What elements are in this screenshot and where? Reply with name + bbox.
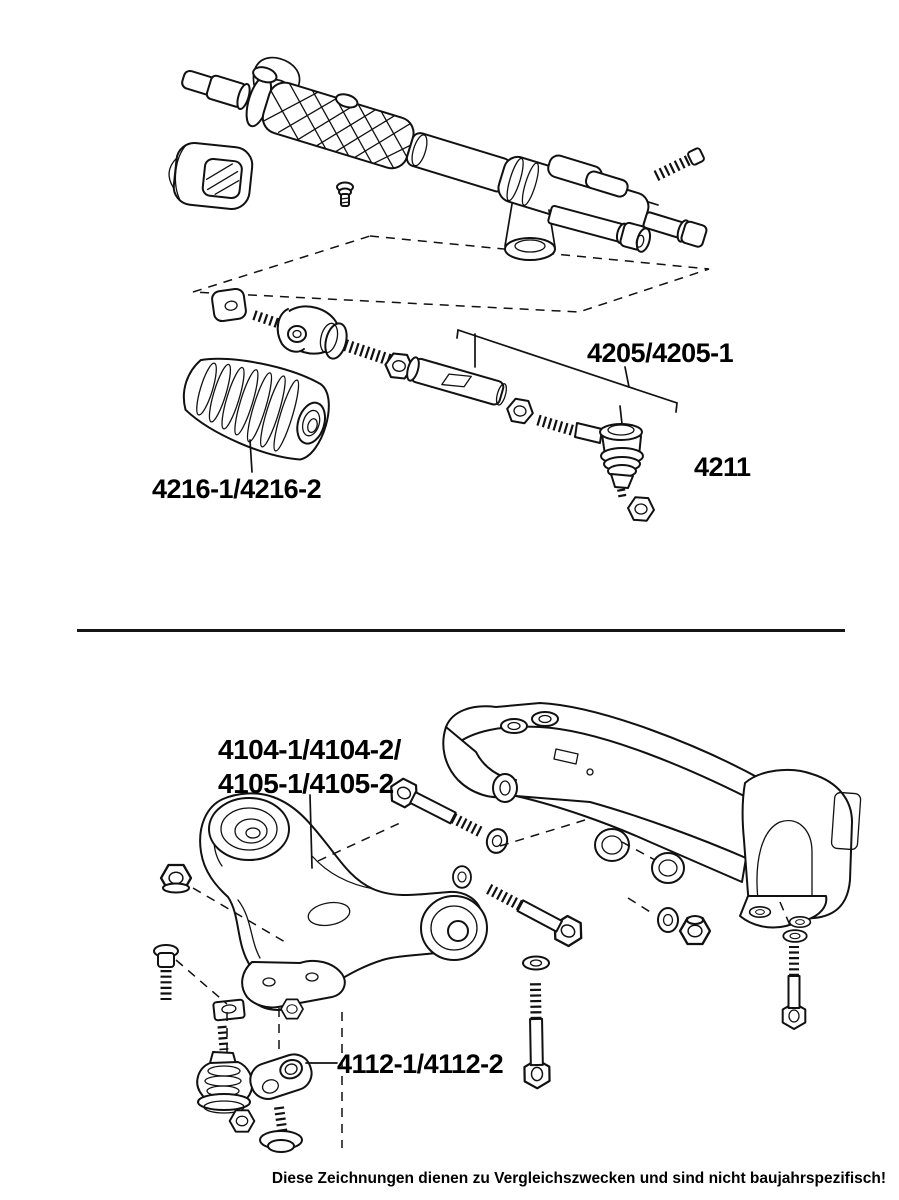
bolt-center-vertical (523, 982, 550, 1089)
steering-rack-boot (173, 343, 338, 467)
ball-joint-bracket-plate (246, 1050, 337, 1103)
washer-mid (453, 866, 471, 888)
bolt-with-washer (260, 1107, 302, 1152)
square-nut (213, 999, 245, 1020)
bolt-small (337, 183, 353, 207)
adjusting-sleeve (405, 356, 509, 407)
washer-center (523, 957, 549, 970)
washer-locknut (658, 908, 678, 932)
lock-nut (680, 916, 710, 944)
lock-plate (211, 288, 247, 322)
washer-front (484, 827, 509, 855)
hex-nut-lower (230, 1110, 255, 1131)
inner-tie-rod (254, 300, 390, 361)
label-steering-boot: 4216-1/4216-2 (152, 474, 322, 504)
hex-nut-outer (505, 398, 535, 425)
bolt-right-vertical (783, 946, 806, 1029)
steering-coupler-bushing (166, 141, 254, 211)
washer-right (783, 930, 806, 942)
label-tie-rod-end: 4211 (694, 452, 751, 482)
disclaimer-note: Diese Zeichnungen dienen zu Vergleichszwecken und sind nicht baujahrspezifisch! (271, 1170, 886, 1187)
stud-bolt (154, 945, 178, 1000)
castle-nut (627, 497, 655, 521)
ball-joint (197, 1026, 252, 1113)
label-ball-joint-bracket: 4112-1/4112-2 (337, 1049, 504, 1079)
tie-rod-end (538, 420, 655, 521)
bolt-rear (481, 876, 588, 949)
steering-rack-assembly (175, 44, 715, 265)
flange-nut (161, 865, 191, 892)
rack-threaded-stub (653, 147, 705, 182)
section-divider (77, 629, 845, 632)
label-control-arm-line2: 4105-1/4105-2 (218, 768, 394, 799)
hex-nut-small (281, 999, 303, 1018)
label-control-arm (218, 733, 401, 801)
control-arm (200, 793, 487, 1010)
label-control-arm-line1: 4104-1/4104-2/ (218, 734, 401, 765)
label-inner-tie-rod: 4205/4205-1 (587, 338, 734, 368)
